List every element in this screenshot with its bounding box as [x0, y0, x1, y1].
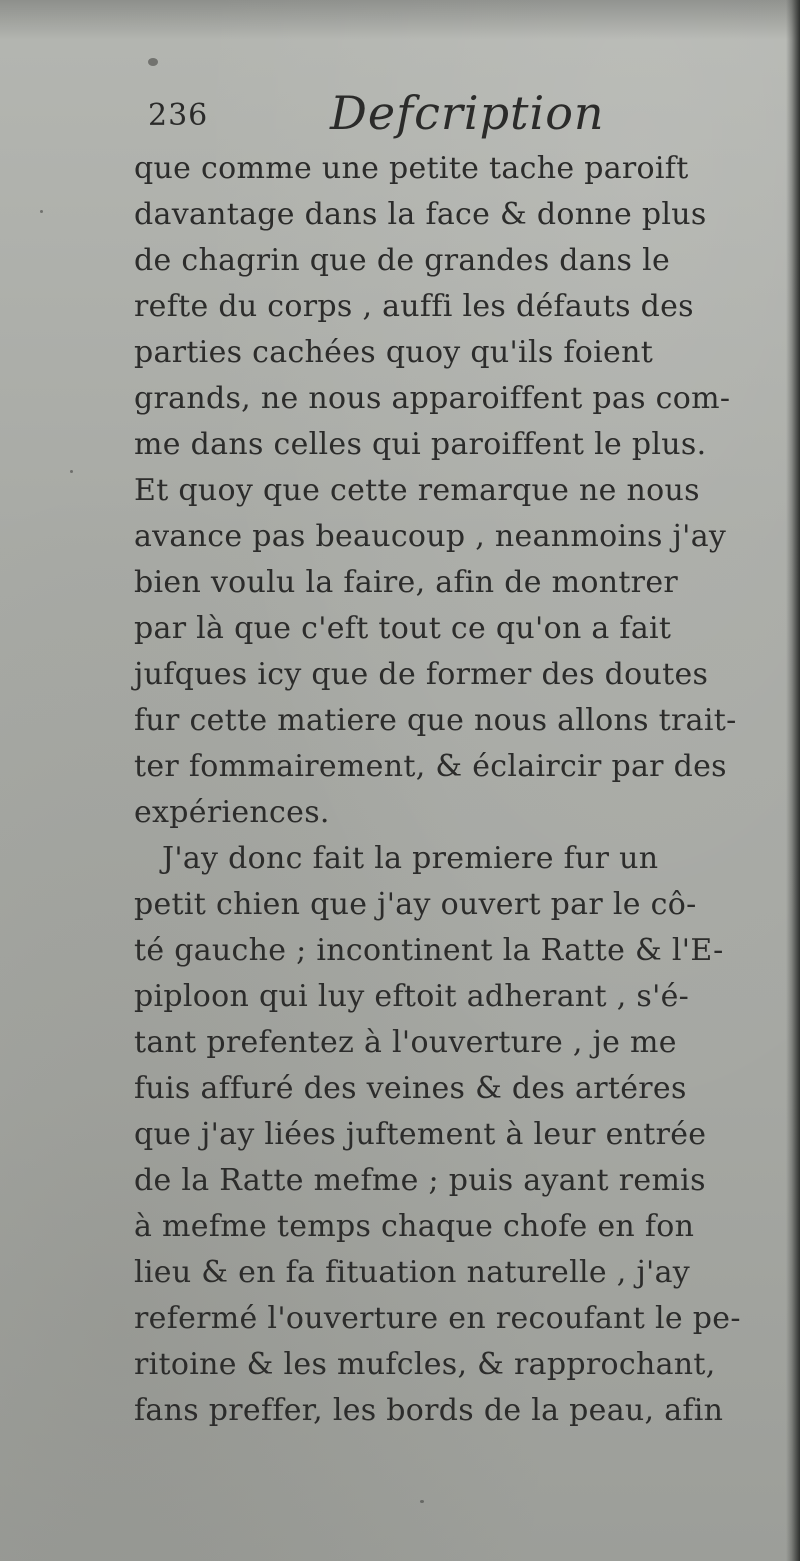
- text-line: grands, ne nous apparoiffent pas com-: [134, 381, 731, 416]
- text-line: que comme une petite tache paroift: [134, 151, 689, 186]
- text-line: tant prefentez à l'ouverture , je me: [134, 1025, 677, 1060]
- text-line: refte du corps , auffi les défauts des: [134, 289, 694, 324]
- text-line: que j'ay liées juftement à leur entrée: [134, 1117, 707, 1152]
- text-line: ter fommairement, & éclaircir par des: [134, 749, 727, 784]
- page-number: 236: [148, 98, 209, 133]
- body-text: [134, 146, 774, 1434]
- text-line: par là que c'eft tout ce qu'on a fait: [134, 611, 672, 646]
- text-line: fans preffer, les bords de la peau, afin: [134, 1393, 724, 1428]
- text-line: té gauche ; incontinent la Ratte & l'E-: [134, 933, 724, 968]
- text-line: expériences.: [134, 795, 330, 830]
- running-head: Defcription: [330, 86, 605, 140]
- text-line: à mefme temps chaque chofe en fon: [134, 1209, 695, 1244]
- ink-speck: [420, 1500, 424, 1503]
- text-line: J'ay donc fait la premiere fur un: [162, 841, 659, 876]
- text-line: me dans celles qui paroiffent le plus.: [134, 427, 707, 462]
- page-right-edge: [786, 0, 800, 1561]
- text-line: jufques icy que de former des doutes: [134, 657, 709, 692]
- text-line: refermé l'ouverture en recoufant le pe-: [134, 1301, 741, 1336]
- text-line: fuis affuré des veines & des artéres: [134, 1071, 687, 1106]
- text-line: lieu & en fa fituation naturelle , j'ay: [134, 1255, 691, 1290]
- ink-speck: [70, 470, 73, 473]
- text-line: Et quoy que cette remarque ne nous: [134, 473, 700, 508]
- text-line: de la Ratte mefme ; puis ayant remis: [134, 1163, 706, 1198]
- text-line: petit chien que j'ay ouvert par le cô-: [134, 887, 697, 922]
- text-line: fur cette matiere que nous allons trait-: [134, 703, 737, 738]
- ink-speck: [40, 210, 43, 213]
- text-line: piploon qui luy eftoit adherant , s'é-: [134, 979, 690, 1014]
- text-line: davantage dans la face & donne plus: [134, 197, 707, 232]
- page-header: [140, 86, 740, 152]
- text-line: bien voulu la faire, afin de montrer: [134, 565, 679, 600]
- text-line: ritoine & les mufcles, & rapprochant,: [134, 1347, 716, 1382]
- page-top-shadow: [0, 0, 800, 40]
- ink-speck: [148, 58, 158, 66]
- text-line: parties cachées quoy qu'ils foient: [134, 335, 654, 370]
- text-line: de chagrin que de grandes dans le: [134, 243, 671, 278]
- text-line: avance pas beaucoup , neanmoins j'ay: [134, 519, 727, 554]
